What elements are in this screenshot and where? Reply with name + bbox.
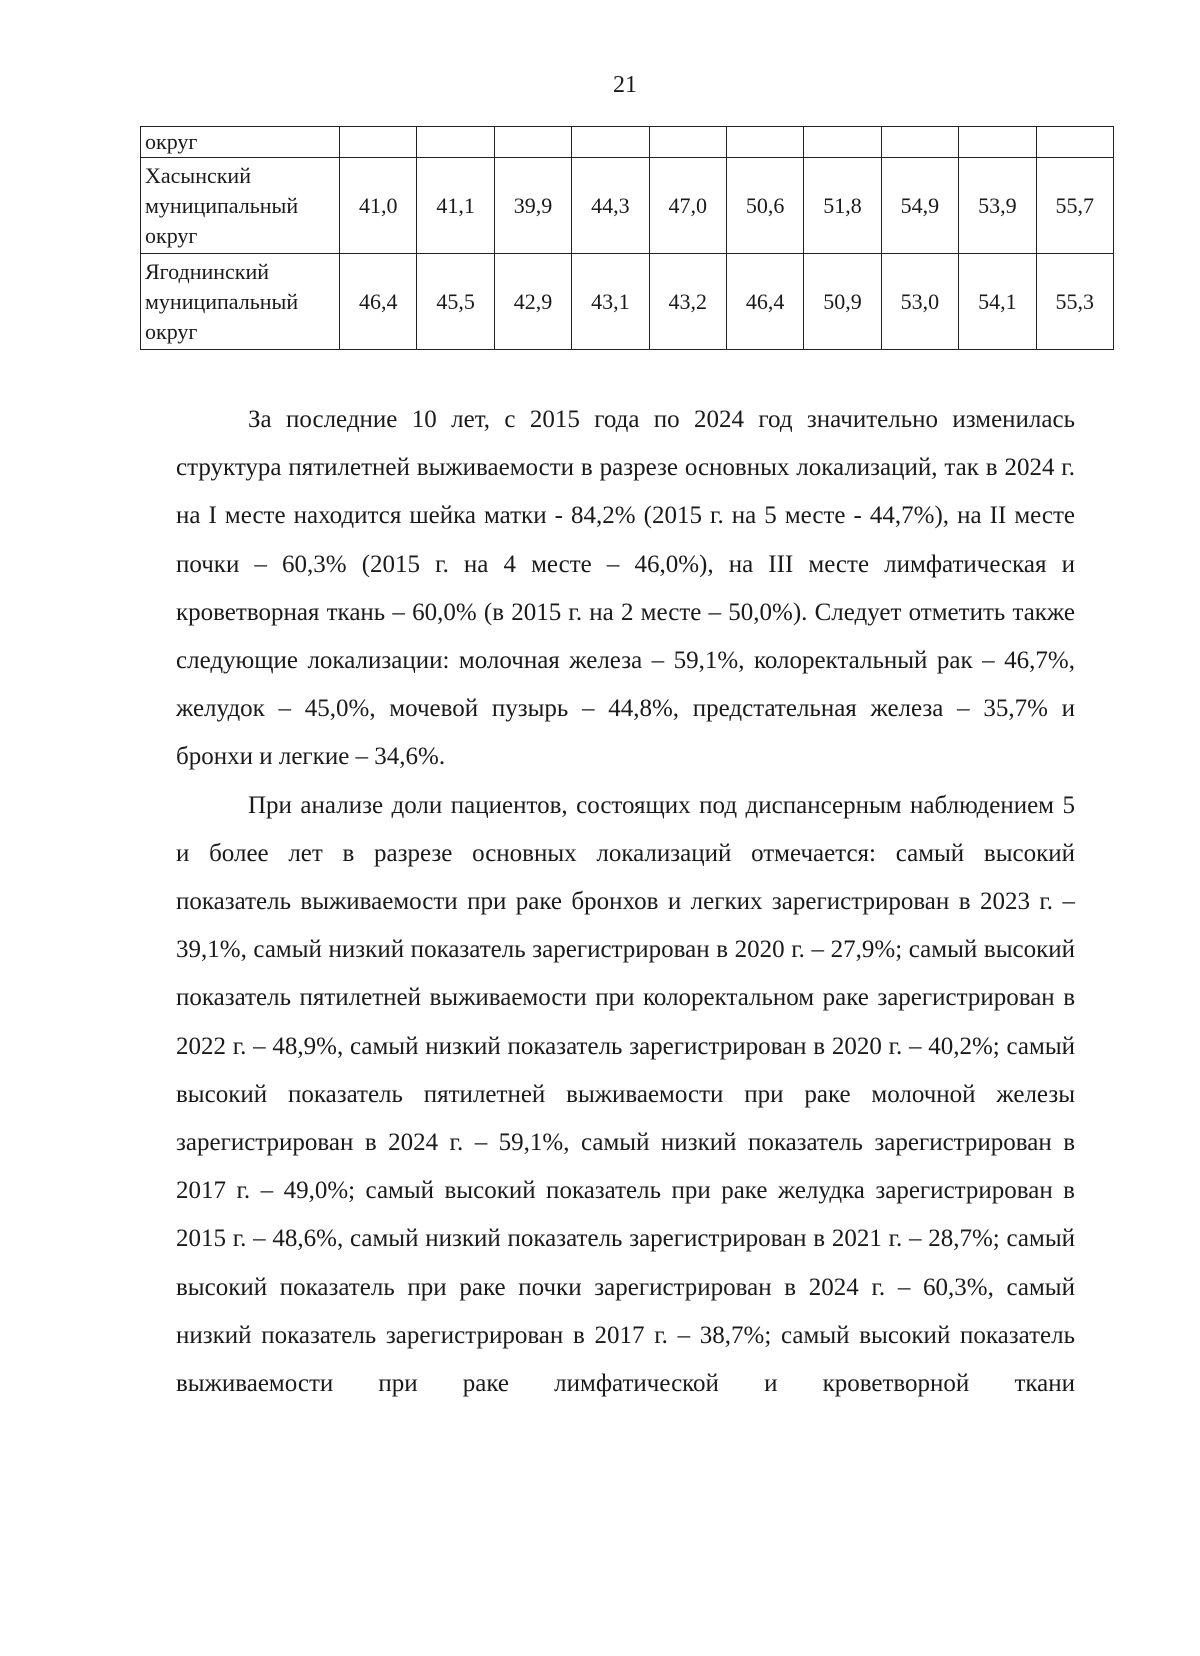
value-cell: 47,0 [649, 158, 726, 254]
district-name-cell [141, 254, 340, 350]
district-name-line: муниципальный [145, 288, 299, 314]
value-cell: 53,0 [881, 254, 958, 350]
district-name-cell [141, 158, 340, 254]
value-cell: 54,1 [959, 254, 1036, 350]
value-cell: 50,9 [804, 254, 881, 350]
value-cell [881, 127, 958, 158]
value-cell: 39,9 [494, 158, 571, 254]
table-row [141, 127, 1114, 158]
value-cell: 53,9 [959, 158, 1036, 254]
value-cell [649, 127, 726, 158]
value-cell: 46,4 [340, 254, 417, 350]
value-cell: 46,4 [726, 254, 803, 350]
district-name-line: округ [145, 129, 198, 154]
district-name-line: Хасынский [145, 162, 251, 188]
page-number: 21 [613, 72, 637, 98]
paragraph: При анализе доли пациентов, состоящих под диспансерным наблюдением 5 и более лет в разрезе основных локализаций отмечается: самый высокий показатель выживаемости при раке бронхов и легких зарегистрирован в 2023 г. – 39,1%, самый низкий показатель зарегистрирован в 2020 г. – 27,9%; самый высокий показатель пятилетней выживаемости при колоректальном раке зарегистрирован в 2022 г. – 48,9%, самый низкий показатель зарегистрирован в 2020 г. – 40,2%; самый высокий показатель пятилетней выживаемости при раке молочной железы зарегистрирован в 2024 г. – 59,1%, самый низкий показатель зарегистрирован в 2017 г. – 49,0%; самый высокий показатель при раке желудка зарегистрирован в 2015 г. – 48,6%, самый низкий показатель зарегистрирован в 2021 г. – 28,7%; самый высокий показатель при раке почки зарегистрирован в 2024 г. – 60,3%, самый низкий показатель зарегистрирован в 2017 г. – 38,7%; самый высокий показатель выживаемости при раке лимфатической и кроветворной ткани [176, 791, 1075, 1398]
value-cell: 45,5 [417, 254, 494, 350]
value-cell [804, 127, 881, 158]
value-cell [959, 127, 1036, 158]
district-name-line: Ягоднинский [145, 258, 270, 284]
value-cell: 42,9 [494, 254, 571, 350]
district-name-line: муниципальный [145, 192, 299, 218]
survival-table [140, 126, 1114, 350]
value-cell [417, 127, 494, 158]
value-cell: 43,1 [572, 254, 649, 350]
table-row [141, 158, 1114, 254]
value-cell: 41,1 [417, 158, 494, 254]
value-cell: 55,3 [1036, 254, 1113, 350]
body-text [176, 396, 1075, 1408]
value-cell: 55,7 [1036, 158, 1113, 254]
value-cell: 44,3 [572, 158, 649, 254]
value-cell: 41,0 [340, 158, 417, 254]
value-cell: 50,6 [726, 158, 803, 254]
table-row [141, 254, 1114, 350]
value-cell: 43,2 [649, 254, 726, 350]
paragraph: За последние 10 лет, с 2015 года по 2024 год значительно изменилась структура пятилетней выживаемости в разрезе основных локализаций, так в 2024 г. на I месте находится шейка матки - 84,2% (2015 г. на 5 месте - 44,7%), на II месте почки – 60,3% (2015 г. на 4 месте – 46,0%), на III месте лимфатическая и кроветворная ткань – 60,0% (в 2015 г. на 2 месте – 50,0%). Следует отметить также следующие локализации: молочная железа – 59,1%, колоректальный рак – 46,7%, желудок – 45,0%, мочевой пузырь – 44,8%, предстательная железа – 35,7% и бронхи и легкие – 34,6%. [176, 406, 1075, 771]
value-cell: 54,9 [881, 158, 958, 254]
district-name-line: округ [145, 318, 198, 344]
value-cell [494, 127, 571, 158]
value-cell [726, 127, 803, 158]
value-cell [1036, 127, 1113, 158]
district-name-line: округ [145, 222, 198, 248]
value-cell [340, 127, 417, 158]
district-name-cell [141, 127, 340, 158]
value-cell [572, 127, 649, 158]
value-cell: 51,8 [804, 158, 881, 254]
